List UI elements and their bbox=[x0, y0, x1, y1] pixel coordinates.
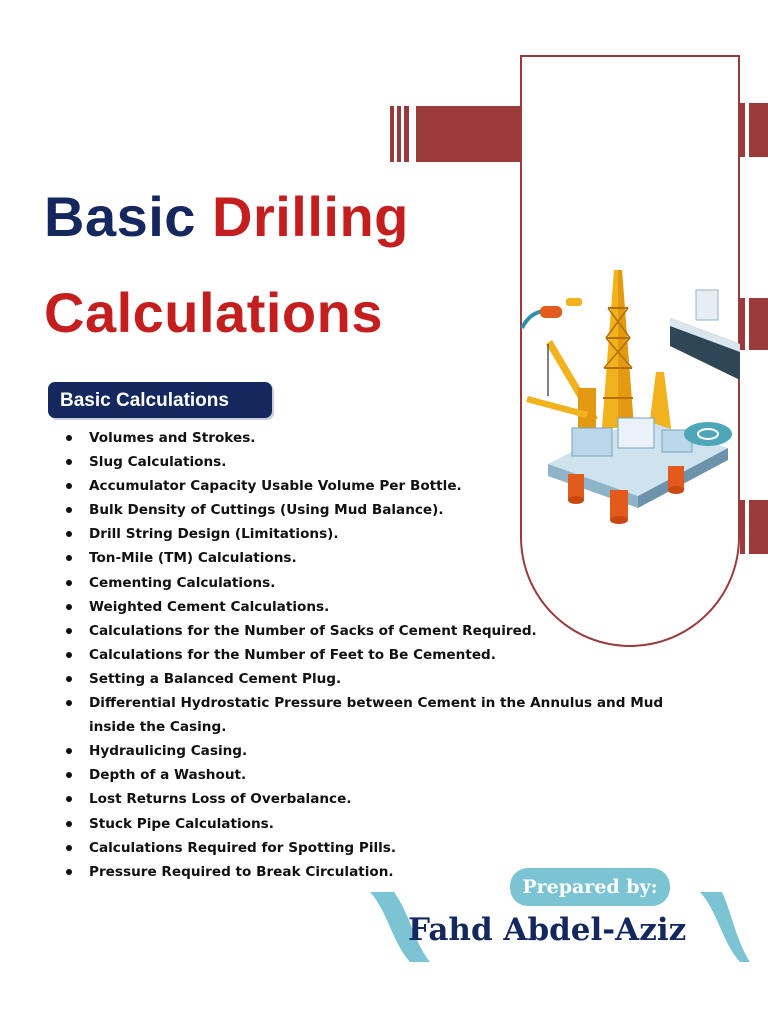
decorative-stripe bbox=[390, 106, 394, 162]
list-item: Volumes and Strokes. bbox=[60, 426, 710, 450]
decorative-frame-top-edge bbox=[520, 55, 740, 57]
list-item: Accumulator Capacity Usable Volume Per Bottle. bbox=[60, 474, 710, 498]
decorative-stripe bbox=[740, 103, 745, 157]
title-line-1 bbox=[44, 184, 409, 250]
decorative-stripe bbox=[749, 298, 768, 350]
list-item: Calculations for the Number of Feet to Be Cemented. bbox=[60, 643, 710, 667]
decorative-stripe bbox=[416, 106, 520, 162]
list-item: Weighted Cement Calculations. bbox=[60, 595, 710, 619]
section-badge-label: Basic Calculations bbox=[60, 390, 229, 411]
list-item: Calculations Required for Spotting Pills. bbox=[60, 836, 710, 860]
derrick-tower bbox=[602, 270, 634, 428]
ship bbox=[670, 290, 740, 380]
decorative-stripe bbox=[749, 103, 768, 157]
list-item: Stuck Pipe Calculations. bbox=[60, 812, 710, 836]
section-badge bbox=[48, 382, 272, 418]
decorative-stripe bbox=[404, 106, 409, 162]
list-item: Calculations for the Number of Sacks of Cement Required. bbox=[60, 619, 710, 643]
list-item: Pressure Required to Break Circulation. bbox=[60, 860, 710, 884]
list-item: Differential Hydrostatic Pressure between Cement in the Annulus and Mud inside the Casing. bbox=[60, 691, 710, 739]
list-item: Lost Returns Loss of Overbalance. bbox=[60, 787, 710, 811]
decorative-stripe bbox=[740, 500, 745, 554]
helipad bbox=[684, 422, 732, 446]
list-item: Depth of a Washout. bbox=[60, 763, 710, 787]
decorative-stripe bbox=[749, 500, 768, 554]
list-item: Drill String Design (Limitations). bbox=[60, 522, 710, 546]
prepared-by-label: Prepared by: bbox=[510, 868, 670, 906]
title-word-drilling: Drilling bbox=[212, 185, 409, 248]
pipeline bbox=[522, 298, 582, 328]
decorative-stripe bbox=[397, 106, 401, 162]
list-item: Hydraulicing Casing. bbox=[60, 739, 710, 763]
author-name: Fahd Abdel-Aziz bbox=[408, 912, 687, 948]
list-item: Slug Calculations. bbox=[60, 450, 710, 474]
title-word-basic: Basic bbox=[44, 185, 196, 248]
offshore-platform-illustration bbox=[518, 268, 740, 538]
list-item: Ton-Mile (TM) Calculations. bbox=[60, 546, 710, 570]
title-line-2: Calculations bbox=[44, 281, 383, 344]
list-item: Cementing Calculations. bbox=[60, 571, 710, 595]
decorative-stripe bbox=[740, 298, 745, 350]
list-item: Setting a Balanced Cement Plug. bbox=[60, 667, 710, 691]
list-item: Bulk Density of Cuttings (Using Mud Balance). bbox=[60, 498, 710, 522]
